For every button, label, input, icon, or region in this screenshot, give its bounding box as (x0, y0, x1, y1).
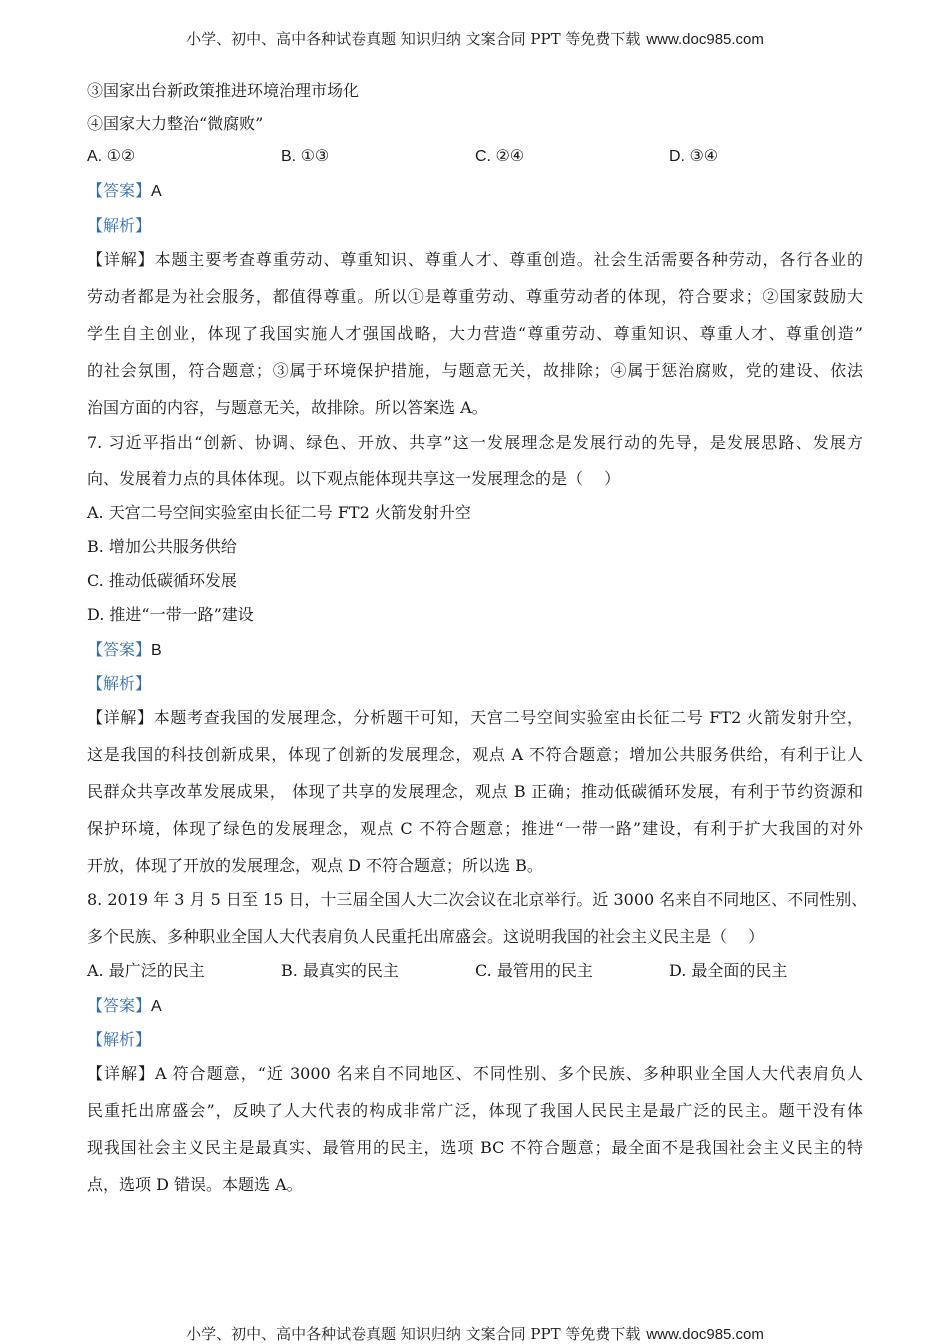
q7-detail-line: 开放，体现了开放的发展理念，观点 D 不符合题意；所以选 B。 (87, 856, 543, 875)
q8-detail-line: 现我国社会主义民主是最真实、最管用的民主，选项 BC 不符合题意；最全面不是我国社会主义民主的特 (87, 1138, 863, 1157)
detail-text: A 符合题意，“近 3000 名来自不同地区、不同性别、多个民族、多种职业全国人大代表肩负人 (155, 1064, 863, 1083)
q8-option-d: D. 最全面的民主 (669, 961, 788, 980)
q6-detail-line: 劳动者都是为社会服务，都值得尊重。所以①是尊重劳动、尊重劳动者的体现，符合要求；②国家鼓励大 (87, 287, 863, 306)
answer-value: B (151, 642, 162, 659)
footer-text: 小学、初中、高中各种试卷真题 知识归纳 文案合同 PPT 等免费下载 (186, 1325, 641, 1343)
q6-answer (87, 181, 863, 202)
q6-option-d: D. ③④ (669, 148, 719, 165)
q7-option-d: D. 推进“一带一路”建设 (87, 605, 254, 624)
page-header (0, 28, 950, 49)
detail-tag: 【详解】 (87, 250, 155, 269)
answer-tag: 【答案】 (87, 996, 152, 1015)
q7-stem-line: 向、发展着力点的具体体现。以下观点能体现共享这一发展理念的是（ ） (87, 469, 621, 488)
detail-text: 本题主要考查尊重劳动、尊重知识、尊重人才、尊重创造。社会生活需要各种劳动，各行各业的 (154, 250, 863, 269)
q8-option-b: B. 最真实的民主 (281, 961, 399, 980)
q7-detail-line (87, 708, 863, 728)
header-text: 小学、初中、高中各种试卷真题 知识归纳 文案合同 PPT 等免费下载 (186, 30, 641, 48)
detail-tag: 【详解】 (87, 708, 154, 727)
q7-detail-line: 这是我国的科技创新成果，体现了创新的发展理念，观点 A 不符合题意；增加公共服务供给，有利于让人 (87, 745, 863, 764)
q6-analysis-tag: 【解析】 (87, 216, 152, 235)
answer-tag: 【答案】 (87, 640, 152, 659)
q6-option-c: C. ②④ (475, 148, 525, 165)
q6-detail-line: 的社会氛围，符合题意；③属于环境保护措施，与题意无关，故排除；④属于惩治腐败，党的建设、依法 (87, 361, 863, 380)
header-url[interactable]: www.doc985.com (646, 31, 764, 48)
q6-detail-line: 学生自主创业，体现了我国实施人才强国战略，大力营造“尊重劳动、尊重知识、尊重人才、尊重创造” (87, 324, 863, 343)
q8-analysis-tag: 【解析】 (87, 1030, 152, 1049)
q8-option-a: A. 最广泛的民主 (87, 961, 205, 980)
q7-detail-line: 民群众共享改革发展成果， 体现了共享的发展理念，观点 B 正确；推动低碳循环发展，有利于节约资源和 (87, 782, 863, 801)
q7-detail-line: 保护环境，体现了绿色的发展理念，观点 C 不符合题意；推进“一带一路”建设，有利于扩大我国的对外 (87, 819, 863, 838)
q8-stem-line: 8. 2019 年 3 月 5 日至 15 日，十三届全国人大二次会议在北京举行。近 3000 名来自不同地区、不同性别、 (87, 890, 868, 909)
q8-option-c: C. 最管用的民主 (475, 961, 593, 980)
page-footer (0, 1323, 950, 1344)
q6-option-b: B. ①③ (281, 148, 330, 165)
q7-option-a: A. 天宫二号空间实验室由长征二号 FT2 火箭发射升空 (87, 503, 471, 522)
q7-option-b: B. 增加公共服务供给 (87, 537, 237, 556)
q6-option-a: A. ①② (87, 148, 136, 165)
detail-tag: 【详解】 (87, 1064, 156, 1083)
q6-detail-line: 治国方面的内容，与题意无关，故排除。所以答案选 A。 (87, 398, 488, 417)
q6-statement-3: ③国家出台新政策推进环境治理市场化 (87, 81, 360, 100)
answer-tag: 【答案】 (87, 181, 152, 200)
answer-value: A (151, 998, 162, 1015)
detail-text: 本题考查我国的发展理念，分析题干可知，天宫二号空间实验室由长征二号 FT2 火箭发射升空， (153, 708, 863, 727)
q6-statement-4: ④国家大力整治“微腐败” (87, 114, 264, 133)
q7-option-c: C. 推动低碳循环发展 (87, 571, 237, 590)
q8-detail-line: 点，选项 D 错误。本题选 A。 (87, 1175, 303, 1194)
q8-answer (87, 996, 863, 1017)
q8-detail-line: 民重托出席盛会”，反映了人大代表的构成非常广泛，体现了我国人民民主是最广泛的民主。题干没有体 (87, 1101, 863, 1120)
q6-detail-line (87, 250, 863, 270)
answer-value: A (151, 183, 162, 200)
footer-url[interactable]: www.doc985.com (646, 1326, 764, 1343)
q7-answer (87, 640, 863, 661)
q7-analysis-tag: 【解析】 (87, 674, 152, 693)
q8-stem-line: 多个民族、多种职业全国人大代表肩负人民重托出席盛会。这说明我国的社会主义民主是（ ） (87, 927, 765, 946)
q7-stem-line: 7. 习近平指出“创新、协调、绿色、开放、共享”这一发展理念是发展行动的先导，是发展思路、发展方 (87, 433, 863, 452)
q8-detail-line (87, 1064, 863, 1084)
